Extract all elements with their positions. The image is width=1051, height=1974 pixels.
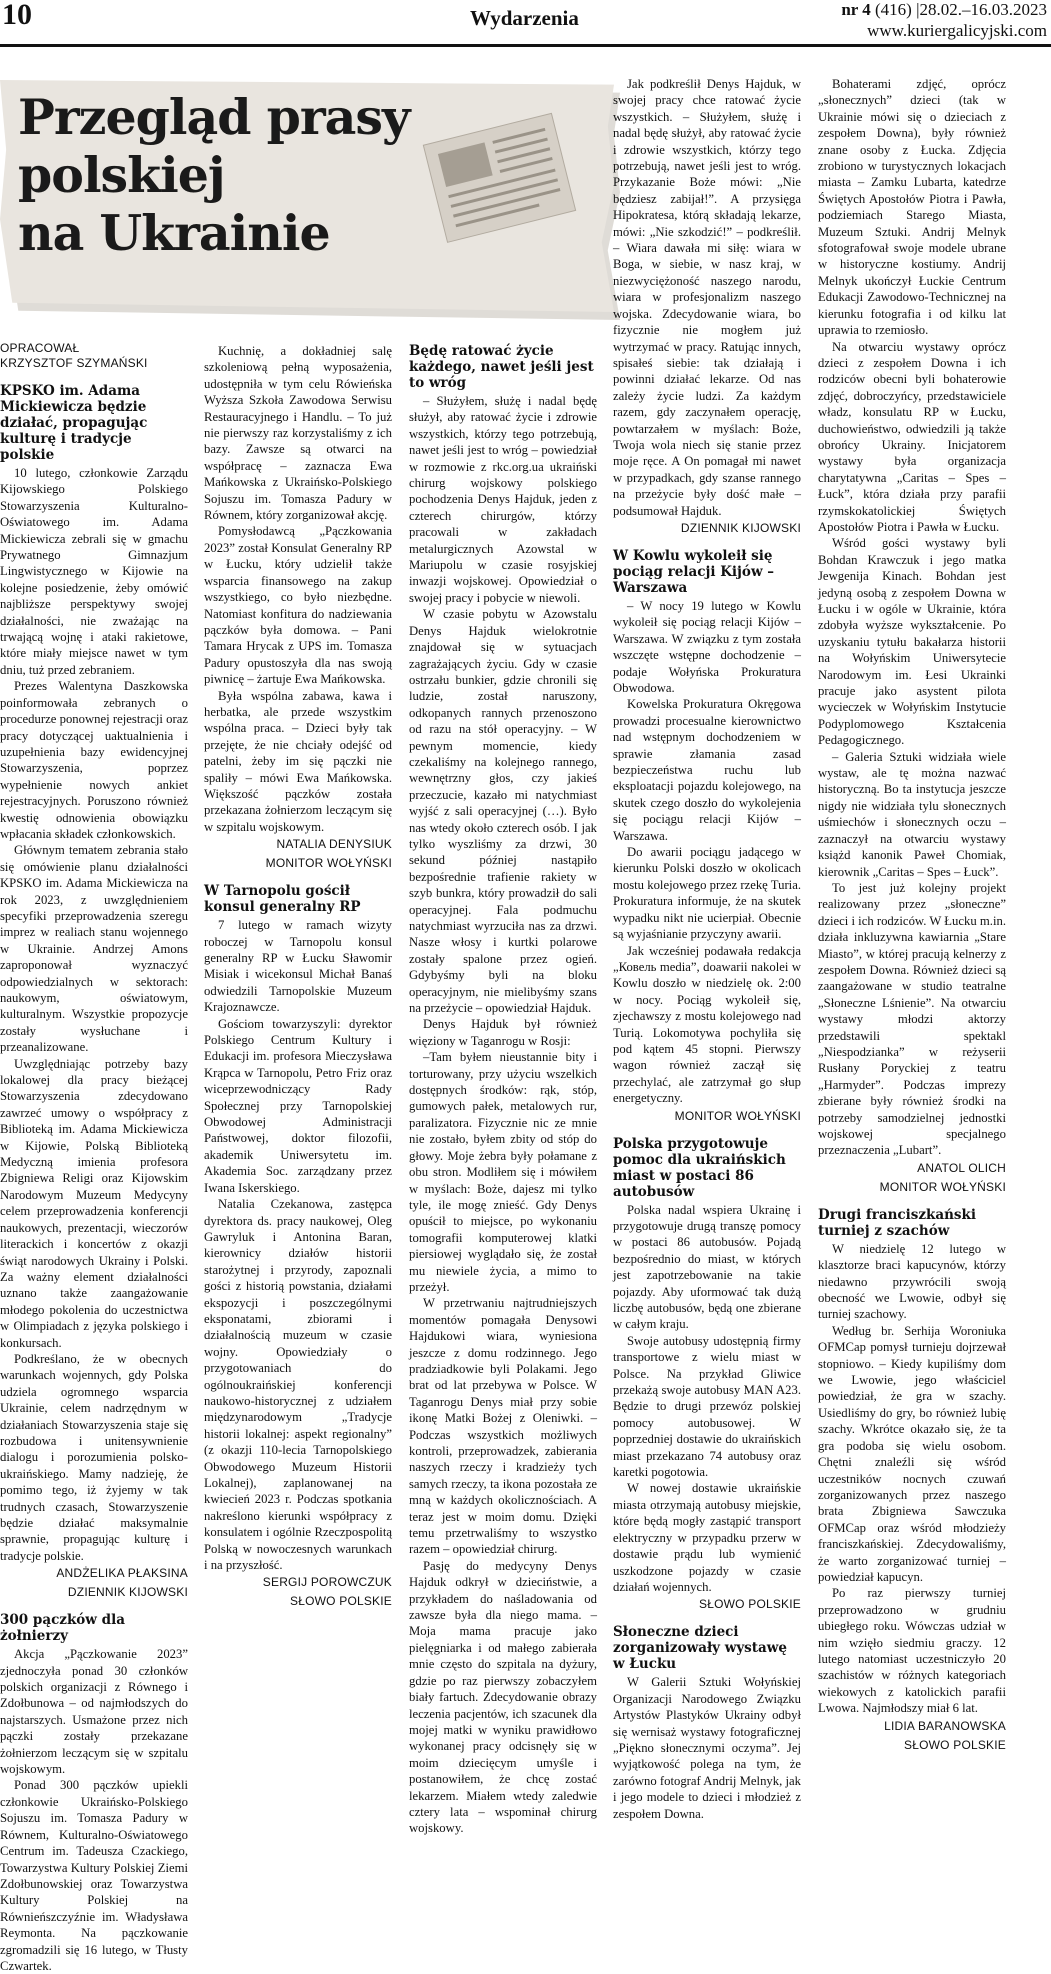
article-source: SŁOWO POLSKIE: [904, 1737, 1006, 1752]
article-paragraph: – Galeria Sztuki widziała wiele wystaw, ale tę można nazwać historyczną. Bo ta instytucja jeszcze nigdy nie widziała tylu słonecznych uśmiechów i słonecznych oczu – zaznaczył na otwarciu wystawy książd kanonik Paweł Chomiak, kierownik „Caritas – Spes – Łuck”.: [818, 749, 1006, 879]
byline-label: OPRACOWAŁ: [0, 341, 80, 355]
article-paragraph: Polska nadal wspiera Ukrainę i przygotowuje drugą transzę pomocy w postaci 86 autobusów. Pojadą bezpośrednio do miast, w których jest zapotrzebowanie na takie pojazdy. Aby uformować tak dużą liczbę autobusów, będą one zbierane w całym kraju.: [613, 1202, 801, 1332]
article-paragraph: Prezes Walentyna Daszkowska poinformowała zebranych o procedurze ponownej rejestracji oraz pracy dotyczącej uaktualnienia i uzupełnienia bazy ewidencyjnej Stowarzyszenia, poprzez wypełnienie nowych ankiet rejestracyjnych. Poruszono również kwestię odnowienia obowiązku wpłacania składek członkowskich.: [0, 679, 188, 841]
article-paragraph: Uwzględniając potrzeby bazy lokalowej dla pracy bieżącej Stowarzyszenia zdecydowano zawrzeć umowy o współpracy z Biblioteką im. Adama Mickiewicza w Kijowie, Polską Biblioteką Medyczną imienia profesora Zbigniewa Religi oraz Kijowskim Narodowym Muzeum Medycyny celem przeprowadzenia konferencji naukowych, prezentacji, wieczorów literackich i koncertów z okazji świąt narodowych Ukrainy i Polski. Za ważny element działalności uznano także zaangażowanie młodego pokolenia do uczestnictwa w Olimpiadach z języka polskiego i konkursach.: [0, 1056, 188, 1350]
article-paragraph: Pomysłodawcą „Pączkowania 2023” został Konsulat Generalny RP w Łucku, który udzielił także wsparcia finansowego na zakup wszystkiego, co było niezbędne. Natomiast konfitura do nadziewania pączków była domowa. – Pani Tamara Hrycak z UPS im. Tomasza Padury opustoszyła dla nas swoją piwnicę – żartuje Ewa Mańkowska.: [204, 524, 392, 687]
banner-title-line: na Ukrainie: [18, 204, 330, 262]
article-paragraph: Głównym tematem zebrania stało się omówienie planu działalności KPSKO im. Adama Mickiewicza na rok 2023, z uwzględnieniem specyfiki przeprowadzenia szeregu imprez w realiach stanu wojennego w Ukrainie. Andrzej Amons zaproponował wyznaczyć odpowiedzialnych w sektorach: naukowym, oświatowym, kulturalnym. Wszystkie propozycje zostały wysłuchane i przeanalizowane.: [0, 843, 188, 1055]
article-paragraph: Kuchnię, a dokładniej salę szkoleniową pełną wyposażenia, udostępniła w tym celu Rówieńska Wyższa Szkoła Zawodowa Serwisu Restauracyjnego i Handlu. – To już nie pierwszy raz korzystaliśmy z ich bazy. Zawsze są otwarci na współpracę – zaznacza Ewa Mańkowska z Ukraińsko-Polskiego Sojuszu im. Tomasza Padury w Równem, który zorganizował akcję.: [204, 344, 392, 523]
article-paragraph: 10 lutego, członkowie Zarządu Kijowskiego Polskiego Stowarzyszenia Kulturalno-Oświatowego im. Adama Mickiewicza zebrali się w gmachu Prywatnego Gimnazjum Lingwistycznego w Kijowie na kolejne posiedzenie, żeby omówić najbliższe perspektywy swojej działalności, nie zważając na trwającą wojnę i ataki rakietowe, które miały miejsce nawet w tym dniu, tuż przed zebraniem.: [0, 466, 188, 677]
article-title: Drugi franciszkański turniej z szachów: [818, 1206, 976, 1239]
article-paragraph: Jak podkreślił Denys Hajduk, w swojej pracy chce ratować życie wszystkich. – Służyłem, służę i nadal będę służył, aby ratować życie i zdrowie wszystkich, którzy tego potrzebują, nawet jeśli jest to wróg. Przykazanie Boże mówi: „Nie będziesz zabijał!”. A przysięga Hipokratesa, którą składają lekarze, mówi: „Nie szkodzić!” – podkreślił. – Wiara dawała mi siłę: wiara w Boga, w siebie, w nasz kraj, w niezwyciężoność naszego narodu, wiara w profesjonalizm naszego wojska. Zdecydowanie wiara, bo fizycznie nie mogłem już wytrzymać w pracy. Ratując innych, spisałeś siebie: tak działają i powinni działać lekarze. Od nas zależy życie ludzi. Za każdym razem, gdy zaczynałem operację, powtarzałem w myślach: Boże, Twoja wola niech się stanie przez moje ręce. A On pomagał mi nawet w przypadkach, gdy szanse rannego na przeżycie były dość małe – podsumował Hajduk.: [613, 77, 801, 518]
article-paragraph: Po raz pierwszy turniej przeprowadzono w grudniu ubiegłego roku. Wówczas udział w nim wzięło siedmiu graczy. 12 lutego natomiast uczestniczyło 20 szachistów w różnych kategoriach wiekowych z katolickich parafii Lwowa. Najmłodszy miał 6 lat.: [818, 1586, 1006, 1716]
article-source: MONITOR WOŁYŃSKI: [879, 1179, 1006, 1194]
article-paragraph: Kowelska Prokuratura Okręgowa prowadzi procesualne kierownictwo nad wstępnym dochodzeniem w sprawie złamania zasad bezpieczeństwa ruchu lub eksploatacji pojazdu kolejowego, na skutek czego doszło do wykolejenia się pociągu relacji Kijów – Warszawa.: [613, 697, 801, 843]
article-author: NATALIA DENYSIUK: [276, 837, 392, 852]
article-source: SŁOWO POLSKIE: [699, 1597, 801, 1612]
article-source: SŁOWO POLSKIE: [290, 1594, 392, 1609]
page-header: [0, 0, 1051, 46]
article-title: Polska przygotowuje pomoc dla ukraińskich miast w postaci 86 autobusów: [613, 1135, 786, 1200]
article-paragraph: – Służyłem, służę i nadal będę służył, aby ratować życie i zdrowie wszystkich, którzy tego potrzebują, nawet jeśli jest to wróg – powiedział w rozmowie z rkc.org.ua ukraiński chirurg wojskowy polskiego pochodzenia Denys Hajduk, jeden z czterech chirurgów, którzy pracowali w zakładach metalurgicznych Azowstal w Mariupolu w czasie rosyjskiej inwazji wojskowej. Opowiedział o swojej pracy i pobycie w niewoli.: [409, 394, 597, 605]
website-link[interactable]: www.kuriergalicyjski.com: [867, 21, 1047, 40]
article-paragraph: – W nocy 19 lutego w Kowlu wykoleił się pociąg relacji Kijów – Warszawa. W związku z tym została wszczęte wstępne dochodzenie – podaje Wołyńska Prokuratura Obwodowa.: [613, 598, 801, 695]
article-paragraph: Do awarii pociągu jadącego w kierunku Polski doszło w okolicach mostu kolejowego przez rzekę Turia. Prokuratura informuje, że na skutek wypadku nikt nie ucierpiał. Obecnie są wyjaśnianie przyczyny awarii.: [613, 845, 801, 942]
article-paragraph: Bohaterami zdjęć, oprócz „słonecznych” dzieci (tak w Ukrainie mówi się o dzieciach z zespołem Downa), były również znane osoby z Łucka. Zdjęcia zrobiono w turystycznych lokacjach miasta – Zamku Lubarta, katedrze Świętych Apostołów Piotra i Pawła, podziemiach Starego Miasta, Muzeum Sztuki. Andrij Melnyk sfotografował swoje modele ubrane w historyczne kostiumy. Andrij Melnyk ukończył Łuckie Centrum Edukacji Zawodowo-Technicznej na kierunku fotografia i od kilku lat uprawia to rzemiosło.: [818, 77, 1006, 338]
section-title: Wydarzenia: [470, 6, 579, 30]
article-paragraph: Gościom towarzyszyli: dyrektor Polskiego Centrum Kultury i Edukacji im. profesora Mieczysława Krąpca w Tarnopolu, Petro Friz oraz wiceprzewodniczący Rady Społecznej przy Tarnopolskiej Obwodowej Administracji Państwowej, doktor filozofii, akademik Uniwersytetu im. Akademia Soc. zarządzany przez Iwana Iskerskiego.: [204, 1016, 392, 1195]
article-paragraph: Według br. Serhija Woroniuka OFMCap pomysł turnieju dojrzewał stopniowo. – Kiedy kupiliśmy dom we Lwowie, jego właściciel powiedział, że gra w szachy. Usiedliśmy do gry, bo również lubię szachy. Wkrótce okazało się, że ta gra podoba się wielu osobom. Chętni znaleźli się wśród uczestników nocnych czuwań zorganizowanych przez naszego brata Zbigniewa Sawczuka OFMCap oraz wśród młodzieży franciszkańskiej. Zdecydowaliśmy, że warto zorganizować turniej – powiedział kapucyn.: [818, 1323, 1006, 1584]
article-paragraph: Na otwarciu wystawy oprócz dzieci z zespołem Downa i ich rodziców obecni byli bohaterowie zdjęć, dobroczyńcy, przedstawiciele władz, konsulatu RP w Łucku, duchowieństwo, odwiedzili ją także obrońcy Ukrainy. Inicjatorem wystawy była organizacja charytatywna „Caritas – Spes – Łuck”, która działa przy parafii rzymskokatolickiej Świętych Apostołów Piotra i Pawła w Łucku.: [818, 339, 1006, 534]
article-source: DZIENNIK KIJOWSKI: [67, 1585, 188, 1600]
article-author: LIDIA BARANOWSKA: [884, 1718, 1006, 1733]
article-paragraph: Natalia Czekanowa, zastępca dyrektora ds. pracy naukowej, Oleg Gawryluk i Antonina Baran, kierownicy działów historii starożytnej i przyrody, zapoznali gości z historią powstania, działami ekspozycji i poszczególnymi eksponatami, zbiorami i działalnością muzeum w czasie wojny. Opowiedziały o przygotowaniach do ogólnoukraińskiej konferencji naukowo-historycznej z udziałem międzynarodowym „Tradycje historii lokalnej: aspekt regionalny” (z okazji 110-lecia Tarnopolskiego Obwodowego Muzeum Historii Lokalnej), zaplanowanej na kwiecień 2023 r. Podczas spotkania nakreślono kierunki współpracy z konsulatem i ogólnie Rzeczpospolitą Polską w nowoczesnych warunkach i na przyszłość.: [204, 1197, 392, 1573]
issue-dates: (416) |28.02.–16.03.2023: [875, 0, 1047, 19]
article-paragraph: –Tam byłem nieustannie bity i torturowany, przy użyciu wszelkich dostępnych środków: rąk, stóp, gumowych pałek, metalowych rur, paralizatora. Fizycznie nic ze mnie nie zostało, byłem zbity od stóp do głowy. Moje żebra były połamane z obu stron. Modliłem się i mówiłem w myślach: Boże, dajesz mi tylko tyle, ile mogę znieść. Gdy Denys opuścił to miejsce, po wykonaniu tomografii komputerowej klatki piersiowej wyglądało się, że został mu niewiele życia, a mimo to przeżył.: [409, 1050, 597, 1294]
column-5: [818, 76, 1006, 1757]
column-3: [409, 343, 597, 1837]
article-paragraph: Swoje autobusy udostępnią firmy transportowe z wielu miast w Polsce. Na przykład Gliwice przekażą swoje autobusy MAN A23. Będzie to drugi przewóz polskiej pomocy autobusowej. W poprzedniej dostawie do ukraińskich miast przekazano 74 autobusy oraz karetki pogotowia.: [613, 1333, 801, 1480]
byline: [0, 341, 188, 371]
article-title: W Kowlu wykoleił się pociąg relacji Kijów – Warszawa: [613, 547, 775, 596]
article-paragraph: Ponad 300 pączków upiekli członkowie Ukraińsko-Polskiego Sojuszu im. Tomasza Padury w Równem, Kulturalno-Oświatowego Centrum im. Tadeusza Czackiego, Towarzystwa Kultury Polskiej Ziemi Zdołbunowskiej oraz Towarzystwa Kultury Polskiej na Równieńszczyźnie im. Władysława Reymonta. Na pączkowanie zgromadzili się 16 lutego, w Tłusty Czwartek.: [0, 1778, 188, 1973]
article-paragraph: To jest już kolejny projekt realizowany przez „słoneczne” dzieci i ich rodziców. W Łucku m.in. działa inkluzywna kawiarnia „Stare Miasto”, w której pracują kelnerzy z zespołem Downa. Również dzieci są zaangażowane w studio teatralne „Słoneczne Lśnienie”. Na otwarciu wystawy młodzi aktorzy przedstawili spektakl „Niespodzianka” w reżyserii Rusłany Poryckiej z teatru „Harmyder”. Podczas imprezy zbierane były również środki na potrzeby samodzielnej jednostki wojskowej specjalnego przeznaczenia „Lubart”.: [818, 880, 1006, 1158]
banner-title-line: polskiej: [18, 146, 225, 204]
article-paragraph: 7 lutego w ramach wizyty roboczej w Tarnopolu konsul generalny RP w Łucku Sławomir Misiak i wicekonsul Michał Banaś odwiedzili Tarnopolskie Muzeum Krajoznawcze.: [204, 918, 392, 1015]
newspaper-icon: [412, 110, 587, 250]
article-source: MONITOR WOŁYŃSKI: [674, 1108, 801, 1123]
article-paragraph: Jak wcześniej podawała redakcja „Ковель media”, doawarii nakolei w Kowlu doszło w niedzielę ok. 2:00 w nocy. Pociąg wykoleił się, zjechawszy z mostu kolejowego nad Turią. Lokomotywa pochyliła się pod kątem 45 stopni. Pierwszy wagon również zaczął się przechylać, ale zatrzymał go słup energetyczny.: [613, 943, 801, 1106]
article-paragraph: W czasie pobytu w Azowstalu Denys Hajduk wielokrotnie znajdował się w sytuacjach zagrażających życiu. Gdy w czasie ostrzału bunkier, gdzie chronili się ludzie, został naruszony, odkopanych rannych przenoszono od razu na stół operacyjny. – W pewnym momencie, kiedy czekaliśmy na kolejnego rannego, wewnętrzny głos, czy jakieś przeczucie, kazało mi natychmiast wyjść z sali operacyjnej (…). Było nas wtedy około czterech osób. I jak tylko wyszliśmy za drzwi, 30 sekund później nastąpiło bezpośrednie trafienie rakiety w szyb bunkra, który prowadził do sali operacyjnej. Fala podmuchu natychmiast wyrzuciła nas za drzwi. Nasze włosy i kurtki polarowe zostały spalone przez ogień. Gdybyśmy byli na bloku operacyjnym, nie mielibyśmy szans na przeżycie – opowiedział Hajduk.: [409, 607, 597, 1016]
article-author: SERGIJ POROWCZUK: [262, 1575, 392, 1590]
banner-title: [18, 88, 410, 262]
page-number: 10: [2, 0, 32, 31]
article-title: W Tarnopolu gościł konsul generalny RP: [204, 883, 361, 916]
article-paragraph: Denys Hajduk był również więziony w Taganrogu w Rosji:: [409, 1017, 597, 1048]
header-rule: [0, 44, 1051, 47]
article-title: 300 pączków dla żołnierzy: [0, 1612, 125, 1645]
article-author: ANATOL OLICH: [917, 1160, 1006, 1175]
article-title: Będę ratować życie każdego, nawet jeśli jest to wróg: [409, 343, 594, 391]
article-paragraph: Była wspólna zabawa, kawa i herbatka, ale przede wszystkim wspólna praca. – Dzieci były tak przejęte, że nie chciały odejść od patelni, żeby im się pączki nie spaliły – mówi Ewa Mańkowska. Większość pączków została przekazana żołnierzom leczącym się w szpitalu wojskowym.: [204, 688, 392, 834]
column-2: [204, 343, 392, 1613]
banner-title-line: Przegląd prasy: [18, 88, 410, 146]
article-source: MONITOR WOŁYŃSKI: [265, 856, 392, 871]
article-paragraph: Podkreślano, że w obecnych warunkach wojennych, gdy Polska udziela ogromnego wsparcia Ukrainie, celem nadrzędnym w działaniach Stowarzyszenia staje się rozbudowa i unitensywnienie dialogu i porozumienia polsko-ukraińskiego. Mamy nadzieję, że pomimo tego, iż żyjemy w tak trudnych czasach, Stowarzyszenie będzie działać maksymalnie sprawnie, propagując kulturę i tradycje polskie.: [0, 1351, 188, 1563]
article-paragraph: Wśród gości wystawy byli Bohdan Krawczuk i jego matka Jewgenija Kinach. Bohdan jest jedyną osobą z zespołem Downa w Łucku i w ogóle w Ukrainie, która zdobyła wyższe wykształcenie. Po uzyskaniu tytułu bakałarza historii na Wołyńskim Uniwersytecie Narodowym im. Łesi Ukrainki pracuje jako asystent pilota wycieczek w Wołyńskim Instytucie Podyplomowego Kształcenia Pedagogicznego.: [818, 536, 1006, 748]
byline-name: KRZYSZTOF SZYMAŃSKI: [0, 356, 148, 370]
article-title: Słoneczne dzieci zorganizowały wystawę w Łucku: [613, 1624, 787, 1673]
column-1: [0, 341, 188, 1974]
article-title: KPSKO im. Adama Mickiewicza będzie działać, propagując kulturę i tradycje polskie: [0, 383, 148, 463]
issue-info: [841, 0, 1047, 41]
article-paragraph: W Galerii Sztuki Wołyńskiej Organizacji Narodowego Związku Artystów Plastyków Ukrainy odbył się wernisaż wystawy fotograficznej „Piękno słonecznymi oczyma”. Jej wyjątkowość polega na tym, że zarówno fotograf Andrij Melnyk, jak i jego modele to dzieci i młodzież z zespołem Downa.: [613, 1675, 801, 1821]
issue-number: nr 4: [841, 0, 871, 19]
article-paragraph: W niedzielę 12 lutego w klasztorze braci kapucynów, którzy niedawno przywrócili swoją obecność we Lwowie, odbył się turniej szachowy.: [818, 1241, 1006, 1322]
article-paragraph: Akcja „Pączkowanie 2023” zjednoczyła ponad 30 członków polskich organizacji z Równego i Zdołbunowa – od najmłodszych do najstarszych. Usmażone przez nich pączki zostały przekazane żołnierzom leczącym się w szpitalu wojskowym.: [0, 1647, 188, 1777]
article-author: ANDŻELIKA PŁAKSINA: [56, 1566, 188, 1581]
article-paragraph: Pasję do medycyny Denys Hajduk odkrył w dzieciństwie, a przykładem do naśladowania od zawsze była dla niego mama. – Moja mama pracuje jako pielęgniarka i od małego zabierała mnie często do szpitala na dyżury, gdzie po raz pierwszy zobaczyłem biały fartuch. Zdecydowanie obrazy leczenia pacjentów, ich szacunek dla mojej matki w wyniku prawidłowo wykonanej pracy odcisnęły się w moim dziecięcym umyśle i postanowiłem, że chcę zostać lekarzem. Miałem wtedy zaledwie cztery lata – wspominał chirurg wojskowy.: [409, 1558, 597, 1836]
article-source: DZIENNIK KIJOWSKI: [680, 520, 801, 535]
article-paragraph: W nowej dostawie ukraińskie miasta otrzymają autobusy miejskie, które będą mogły zastąpić transport elektryczny w przypadku przerw w dostawie prądu lub wymienić uszkodzone pojazdy w czasie działań wojennych.: [613, 1481, 801, 1594]
article-paragraph: W przetrwaniu najtrudniejszych momentów pomagała Denysowi Hajdukowi wiara, wyniesiona jeszcze z domu rodzinnego. Jego pradziadkowie byli Polakami. Jego brat od lat przebywa w Polsce. W Taganrogu Denys miał przy sobie ikonę Matki Bożej z Oleniwki. – Podczas wszystkich możliwych kontroli, przeprowadzek, zabierania naszych rzeczy i kradzieży tych samych rzeczy, ta ikona pozostała ze mną w każdych okolicznościach. A teraz jest w moim domu. Dzięki temu przetrwaliśmy to wszystko razem – opowiedział chirurg.: [409, 1296, 597, 1557]
title-banner: [0, 80, 620, 325]
column-4: [613, 76, 801, 1822]
